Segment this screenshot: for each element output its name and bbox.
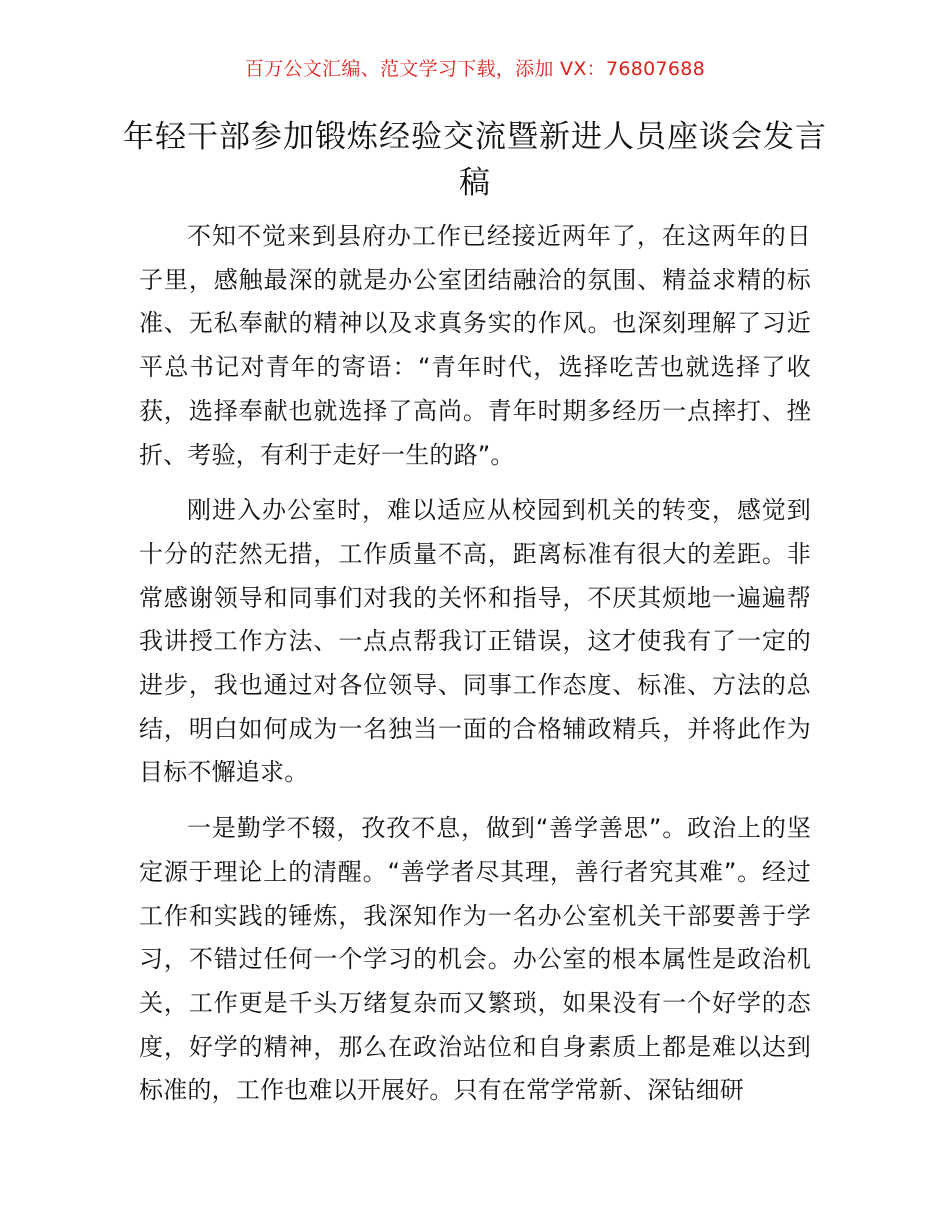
paragraph-3: 一是勤学不辍，孜孜不息，做到“善学善思”。政治上的坚定源于理论上的清醒。“善学者尽其理，善行者究其难”。经过工作和实践的锤炼，我深知作为一名办公室机关干部要善于学习，不错过任何一个学习的机会。办公室的根本属性是政治机关，工作更是千头万绪复杂而又繁琐，如果没有一个好学的态度，好学的精神，那么在政治站位和自身素质上都是难以达到标准的，工作也难以开展好。只有在常学常新、深钻细研 (139, 814, 811, 1105)
paragraph-2: 刚进入办公室时，难以适应从校园到机关的转变，感觉到十分的茫然无措，工作质量不高，距离标准有很大的差距。非常感谢领导和同事们对我的关怀和指导，不厌其烦地一遍遍帮我讲授工作方法、一点点帮我订正错误，这才使我有了一定的进步，我也通过对各位领导、同事工作态度、标准、方法的总结，明白如何成为一名独当一面的合格辅政精兵，并将此作为目标不懈追求。 (139, 496, 811, 787)
paragraph-1: 不知不觉来到县府办工作已经接近两年了，在这两年的日子里，感触最深的就是办公室团结融洽的氛围、精益求精的标准、无私奉献的精神以及求真务实的作风。也深刻理解了习近平总书记对青年的寄语：“青年时代，选择吃苦也就选择了收获，选择奉献也就选择了高尚。青年时期多经历一点摔打、挫折、考验，有利于走好一生的路”。 (139, 222, 811, 469)
header-watermark-note: 百万公文汇编、范文学习下载，添加 VX：76807688 (244, 58, 706, 80)
document-body (139, 215, 811, 1125)
document-title: 年轻干部参加锻炼经验交流暨新进人员座谈会发言稿 (123, 119, 827, 201)
